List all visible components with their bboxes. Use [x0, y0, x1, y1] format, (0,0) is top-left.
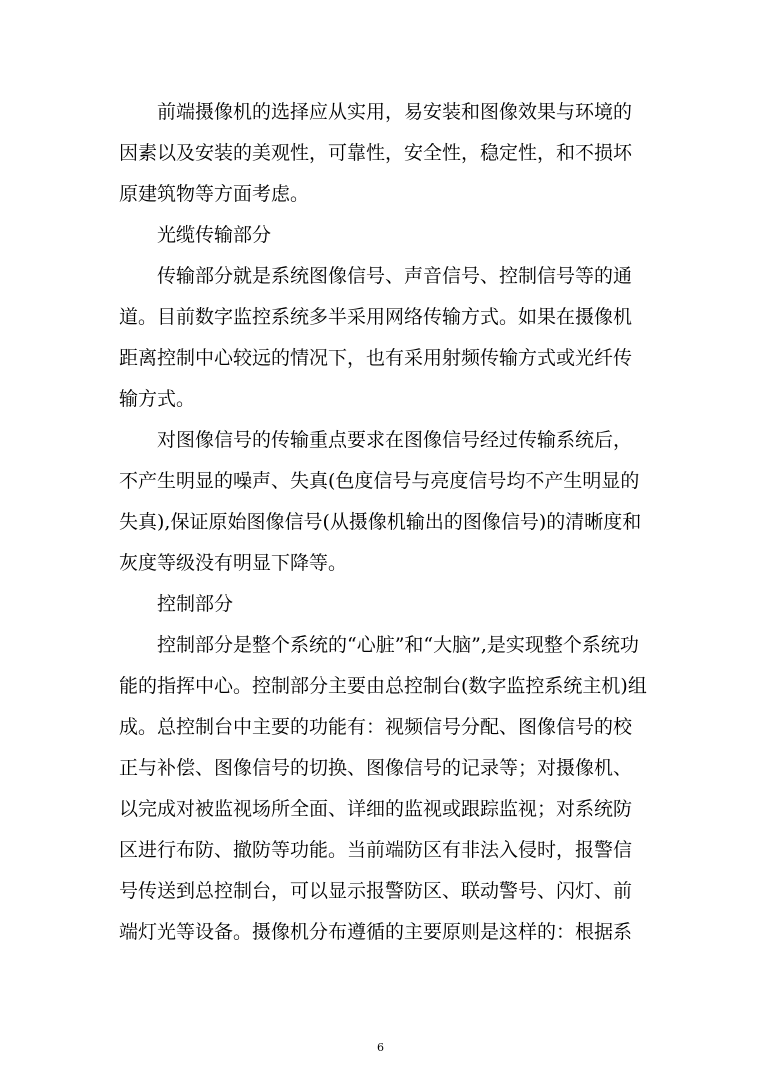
- text-line: 原建筑物等方面考虑。: [119, 183, 310, 205]
- document-body: [119, 92, 647, 953]
- paragraph-control-desc: [119, 625, 647, 953]
- text-line: 能的指挥中心。控制部分主要由总控制台(数字监控系统主机)组: [119, 675, 647, 697]
- text-line: 对图像信号的传输重点要求在图像信号经过传输系统后，: [157, 429, 633, 451]
- text-line: 传输部分就是系统图像信号、声音信号、控制信号等的通: [157, 265, 633, 287]
- text-line: 距离控制中心较远的情况下，也有采用射频传输方式或光纤传: [119, 347, 633, 369]
- text-line: 端灯光等设备。摄像机分布遵循的主要原则是这样的：根据系: [119, 921, 633, 943]
- paragraph-transmission-desc: [119, 256, 639, 420]
- page-number: 6: [377, 1041, 384, 1054]
- text-line: 前端摄像机的选择应从实用，易安装和图像效果与环境的: [157, 101, 633, 123]
- text-line: 因素以及安装的美观性，可靠性，安全性，稳定性，和不损坏: [119, 142, 633, 164]
- section-heading-fiber-transmission: [119, 215, 639, 256]
- paragraph-image-signal-req: [119, 420, 642, 584]
- text-line: 区进行布防、撤防等功能。当前端防区有非法入侵时，报警信: [119, 839, 633, 861]
- text-line: 控制部分是整个系统的“心脏”和“大脑”,是实现整个系统功: [157, 634, 639, 656]
- text-line: 失真),保证原始图像信号(从摄像机输出的图像信号)的清晰度和: [119, 511, 642, 533]
- text-line: 成。总控制台中主要的功能有：视频信号分配、图像信号的校: [119, 716, 633, 738]
- text-line: 正与补偿、图像信号的切换、图像信号的记录等；对摄像机、: [119, 757, 633, 779]
- section-heading-control: [119, 584, 639, 625]
- text-line: 号传送到总控制台，可以显示报警防区、联动警号、闪灯、前: [119, 880, 633, 902]
- text-line: 道。目前数字监控系统多半采用网络传输方式。如果在摄像机: [119, 306, 633, 328]
- text-line: 输方式。: [119, 388, 196, 410]
- text-line: 不产生明显的噪声、失真(色度信号与亮度信号均不产生明显的: [119, 470, 640, 492]
- text-line: 以完成对被监视场所全面、详细的监视或跟踪监视；对系统防: [119, 798, 633, 820]
- heading-text: 光缆传输部分: [157, 224, 272, 246]
- text-line: 灰度等级没有明显下降等。: [119, 552, 348, 574]
- heading-text: 控制部分: [157, 593, 234, 615]
- paragraph-camera-selection: [119, 92, 639, 215]
